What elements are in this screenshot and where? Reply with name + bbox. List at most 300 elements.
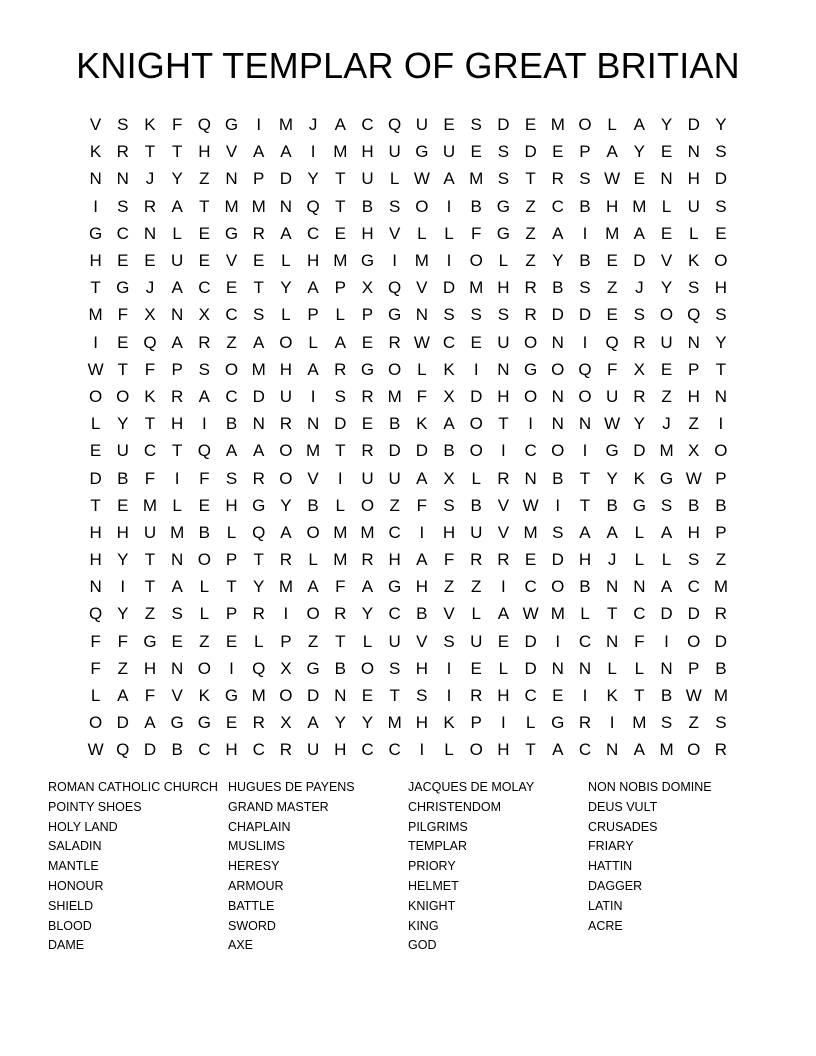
grid-letter: U	[415, 115, 428, 135]
grid-letter: G	[224, 115, 239, 135]
grid-letter: Y	[280, 278, 292, 298]
grid-letter: T	[144, 414, 156, 434]
grid-letter: L	[498, 251, 509, 271]
grid-letter: G	[388, 305, 402, 325]
grid-letter: T	[715, 359, 727, 379]
grid-letter: N	[687, 332, 700, 352]
grid-letter: E	[470, 658, 482, 678]
grid-letter: E	[443, 115, 455, 135]
grid-letter: A	[606, 522, 618, 542]
word-list-item: SHIELD	[48, 898, 94, 913]
grid-letter: R	[361, 441, 374, 461]
grid-letter: K	[416, 414, 428, 434]
grid-letter: C	[524, 441, 537, 461]
grid-letter: F	[144, 686, 156, 706]
grid-letter: T	[634, 686, 645, 706]
grid-letter: S	[497, 169, 510, 189]
grid-letter: U	[143, 522, 157, 542]
grid-letter: P	[225, 604, 238, 624]
grid-letter: B	[552, 278, 564, 298]
grid-letter: H	[578, 550, 592, 570]
grid-letter: H	[497, 740, 510, 760]
grid-letter: I	[419, 522, 425, 542]
grid-letter: L	[308, 550, 318, 570]
grid-letter: Y	[280, 495, 292, 515]
grid-letter: G	[197, 713, 211, 733]
grid-letter: A	[144, 713, 156, 733]
grid-letter: V	[225, 142, 238, 162]
grid-letter: Y	[117, 604, 129, 624]
grid-letter: I	[446, 686, 452, 706]
grid-letter: H	[415, 713, 428, 733]
grid-letter: O	[88, 713, 103, 733]
grid-letter: I	[446, 658, 452, 678]
grid-letter: I	[283, 604, 289, 624]
grid-letter: E	[361, 414, 374, 434]
grid-letter: E	[198, 223, 211, 243]
grid-letter: C	[524, 577, 537, 597]
grid-letter: M	[414, 251, 429, 271]
grid-letter: N	[89, 577, 102, 597]
word-list-item: DEUS VULT	[588, 799, 658, 814]
word-list-item: NON NOBIS DOMINE	[588, 780, 712, 794]
grid-letter: B	[579, 251, 591, 271]
word-list-item: GRAND MASTER	[228, 799, 329, 814]
grid-letter: D	[524, 658, 537, 678]
grid-letter: R	[524, 305, 537, 325]
grid-letter: Z	[307, 631, 319, 651]
grid-letter: E	[171, 631, 183, 651]
grid-letter: H	[171, 414, 184, 434]
grid-letter: D	[497, 115, 510, 135]
grid-letter: S	[688, 278, 700, 298]
grid-letter: T	[144, 550, 156, 570]
grid-letter: O	[659, 305, 674, 325]
grid-letter: S	[497, 142, 510, 162]
grid-letter: N	[660, 169, 673, 189]
grid-letter: R	[470, 550, 483, 570]
grid-letter: C	[225, 386, 238, 406]
grid-letter: I	[555, 495, 561, 515]
grid-letter: L	[417, 223, 427, 243]
grid-letter: E	[470, 142, 482, 162]
grid-letter: P	[688, 658, 700, 678]
grid-letter: W	[87, 359, 104, 379]
grid-letter: H	[225, 740, 238, 760]
word-list-item: ROMAN CATHOLIC CHURCH	[48, 780, 218, 794]
grid-letter: C	[116, 223, 129, 243]
grid-letter: H	[388, 550, 401, 570]
grid-letter: O	[551, 577, 565, 597]
grid-letter: H	[415, 658, 428, 678]
grid-letter: B	[361, 196, 374, 216]
grid-letter: U	[361, 169, 374, 189]
grid-letter: E	[198, 251, 211, 271]
grid-letter: A	[552, 740, 564, 760]
grid-letter: C	[198, 278, 211, 298]
grid-letter: S	[715, 142, 727, 162]
grid-letter: Q	[252, 522, 266, 542]
grid-letter: Y	[253, 577, 265, 597]
grid-letter: R	[252, 604, 265, 624]
grid-letter: T	[90, 278, 101, 298]
grid-letter: O	[714, 441, 728, 461]
grid-letter: P	[715, 522, 727, 542]
grid-letter: O	[687, 631, 701, 651]
grid-letter: G	[143, 631, 157, 651]
grid-letter: E	[225, 278, 238, 298]
grid-letter: Y	[117, 414, 129, 434]
grid-letter: D	[116, 713, 129, 733]
grid-letter: E	[144, 251, 156, 271]
grid-letter: S	[117, 115, 129, 135]
grid-letter: A	[280, 223, 292, 243]
grid-letter: T	[335, 631, 346, 651]
grid-letter: B	[715, 495, 727, 515]
grid-letter: H	[225, 495, 238, 515]
grid-letter: B	[552, 468, 564, 488]
grid-letter: D	[524, 631, 537, 651]
grid-letter: R	[116, 142, 129, 162]
grid-letter: C	[687, 577, 700, 597]
grid-letter: Y	[633, 142, 646, 162]
grid-letter: D	[470, 386, 483, 406]
grid-letter: N	[687, 142, 700, 162]
grid-letter: P	[470, 713, 482, 733]
grid-letter: T	[253, 278, 264, 298]
grid-letter: B	[388, 414, 401, 434]
grid-letter: S	[253, 305, 265, 325]
grid-letter: I	[201, 414, 207, 434]
grid-letter: M	[142, 495, 158, 515]
word-list-item: LATIN	[588, 898, 623, 913]
grid-letter: I	[93, 332, 98, 352]
grid-letter: L	[362, 631, 373, 651]
word-list-item: HUGUES DE PAYENS	[228, 780, 355, 794]
grid-letter: Q	[252, 658, 266, 678]
grid-letter: U	[306, 740, 320, 760]
grid-letter: O	[469, 251, 483, 271]
grid-letter: P	[280, 631, 292, 651]
grid-letter: A	[117, 686, 129, 706]
grid-letter: E	[552, 686, 564, 706]
grid-letter: B	[443, 441, 455, 461]
grid-letter: E	[117, 251, 129, 271]
grid-letter: A	[660, 577, 673, 597]
grid-letter: N	[252, 414, 265, 434]
grid-letter: E	[117, 332, 129, 352]
grid-letter: I	[120, 577, 126, 597]
grid-letter: R	[633, 386, 646, 406]
grid-letter: E	[660, 359, 673, 379]
grid-letter: G	[170, 713, 184, 733]
grid-letter: Q	[88, 604, 103, 624]
grid-letter: D	[279, 169, 293, 189]
grid-letter: Z	[443, 577, 455, 597]
grid-letter: H	[143, 658, 157, 678]
grid-letter: M	[632, 196, 647, 216]
grid-letter: C	[225, 305, 238, 325]
grid-letter: Q	[116, 740, 130, 760]
grid-letter: E	[552, 142, 564, 162]
grid-letter: A	[253, 332, 265, 352]
grid-letter: L	[607, 115, 617, 135]
grid-letter: M	[523, 522, 538, 542]
grid-letter: G	[388, 577, 402, 597]
grid-letter: K	[443, 359, 455, 379]
grid-letter: Z	[606, 278, 618, 298]
grid-letter: V	[388, 223, 401, 243]
grid-letter: Z	[144, 604, 156, 624]
grid-letter: A	[606, 142, 618, 162]
grid-letter: Y	[361, 604, 374, 624]
grid-letter: N	[497, 359, 510, 379]
grid-letter: F	[416, 386, 428, 406]
grid-letter: O	[469, 414, 483, 434]
word-list-item: AXE	[228, 938, 254, 953]
grid-letter: A	[416, 468, 428, 488]
grid-letter: L	[661, 550, 672, 570]
grid-letter: E	[606, 251, 618, 271]
grid-letter: R	[334, 359, 347, 379]
grid-letter: I	[392, 251, 398, 271]
grid-letter: D	[143, 740, 157, 760]
grid-letter: A	[633, 223, 646, 243]
word-list-item: PRIORY	[408, 859, 456, 874]
grid-letter: L	[634, 550, 645, 570]
grid-letter: X	[443, 386, 455, 406]
grid-letter: A	[280, 142, 292, 162]
grid-letter: R	[279, 414, 293, 434]
grid-letter: C	[388, 604, 401, 624]
grid-letter: I	[473, 359, 479, 379]
grid-letter: N	[606, 740, 619, 760]
grid-letter: B	[715, 658, 727, 678]
grid-letter: O	[224, 359, 239, 379]
grid-letter: F	[144, 468, 156, 488]
grid-letter: J	[607, 550, 617, 570]
grid-letter: G	[224, 223, 239, 243]
grid-letter: S	[443, 631, 455, 651]
grid-letter: W	[522, 604, 539, 624]
grid-letter: Q	[197, 441, 211, 461]
grid-letter: G	[605, 441, 619, 461]
grid-letter: M	[550, 115, 565, 135]
grid-letter: L	[471, 468, 481, 488]
grid-letter: R	[198, 332, 211, 352]
grid-letter: C	[388, 522, 401, 542]
grid-letter: C	[442, 332, 456, 352]
grid-letter: E	[361, 332, 374, 352]
grid-letter: A	[307, 713, 319, 733]
word-list-item: BLOOD	[48, 918, 92, 933]
grid-letter: A	[171, 196, 183, 216]
grid-letter: N	[116, 169, 129, 189]
grid-letter: R	[524, 278, 537, 298]
grid-letter: T	[335, 169, 346, 189]
grid-letter: I	[609, 713, 615, 733]
grid-letter: M	[713, 577, 728, 597]
grid-letter: L	[389, 169, 400, 189]
grid-letter: O	[523, 386, 538, 406]
grid-letter: D	[687, 115, 700, 135]
grid-letter: C	[143, 441, 157, 461]
grid-letter: P	[253, 169, 265, 189]
word-list-item: PILGRIMS	[408, 819, 468, 834]
grid-letter: Z	[525, 223, 536, 243]
grid-letter: A	[334, 115, 346, 135]
grid-letter: U	[171, 251, 184, 271]
grid-letter: H	[497, 278, 510, 298]
word-list-item: BATTLE	[228, 898, 275, 913]
grid-letter: G	[360, 359, 375, 379]
grid-letter: L	[688, 223, 699, 243]
grid-letter: Y	[660, 278, 673, 298]
grid-letter: S	[688, 550, 700, 570]
word-list-item: MUSLIMS	[228, 839, 285, 854]
grid-letter: S	[470, 115, 482, 135]
grid-letter: R	[252, 468, 265, 488]
grid-letter: E	[117, 495, 129, 515]
grid-letter: T	[117, 359, 128, 379]
grid-letter: W	[413, 332, 430, 352]
grid-letter: W	[685, 468, 702, 488]
grid-letter: J	[635, 278, 644, 298]
grid-letter: S	[715, 713, 727, 733]
grid-letter: I	[446, 251, 452, 271]
grid-letter: J	[145, 278, 155, 298]
grid-letter: F	[634, 631, 645, 651]
grid-letter: S	[715, 305, 727, 325]
grid-letter: T	[525, 169, 536, 189]
grid-letter: R	[143, 196, 157, 216]
grid-letter: R	[279, 740, 293, 760]
grid-letter: B	[470, 196, 482, 216]
grid-letter: I	[229, 658, 234, 678]
grid-letter: T	[579, 495, 591, 515]
grid-letter: T	[171, 142, 183, 162]
grid-letter: M	[333, 142, 348, 162]
grid-letter: I	[501, 441, 506, 461]
word-list-item: POINTY SHOES	[48, 799, 142, 814]
grid-letter: N	[334, 686, 347, 706]
grid-letter: U	[470, 631, 483, 651]
grid-letter: B	[660, 686, 673, 706]
grid-letter: S	[660, 713, 673, 733]
grid-letter: P	[334, 278, 346, 298]
grid-letter: H	[687, 386, 700, 406]
grid-letter: E	[334, 223, 346, 243]
grid-letter: O	[469, 740, 483, 760]
grid-letter: B	[171, 740, 183, 760]
grid-letter: C	[388, 740, 401, 760]
grid-letter: U	[361, 468, 374, 488]
grid-letter: Z	[661, 386, 672, 406]
grid-letter: R	[633, 332, 646, 352]
grid-letter: C	[198, 740, 211, 760]
grid-letter: W	[413, 169, 430, 189]
grid-letter: N	[578, 658, 592, 678]
grid-letter: L	[634, 658, 645, 678]
grid-letter: M	[251, 359, 266, 379]
grid-letter: S	[552, 522, 564, 542]
grid-letter: T	[579, 468, 591, 488]
grid-letter: T	[606, 604, 618, 624]
grid-letter: F	[171, 115, 183, 135]
grid-letter: L	[199, 604, 210, 624]
grid-letter: G	[496, 223, 511, 243]
grid-letter: T	[171, 441, 183, 461]
grid-letter: B	[606, 495, 618, 515]
grid-letter: V	[225, 251, 238, 271]
grid-letter: I	[582, 441, 588, 461]
grid-letter: O	[279, 686, 293, 706]
grid-letter: L	[199, 577, 210, 597]
grid-letter: L	[308, 332, 318, 352]
grid-letter: L	[661, 196, 672, 216]
grid-letter: P	[225, 550, 238, 570]
grid-letter: N	[306, 414, 320, 434]
grid-letter: R	[578, 713, 592, 733]
grid-letter: M	[632, 713, 647, 733]
grid-letter: L	[607, 658, 617, 678]
grid-letter: S	[497, 305, 510, 325]
grid-letter: N	[551, 414, 564, 434]
grid-letter: N	[551, 332, 564, 352]
grid-letter: V	[497, 495, 510, 515]
grid-letter: B	[688, 495, 700, 515]
grid-letter: T	[253, 550, 264, 570]
grid-letter: S	[225, 468, 238, 488]
grid-letter: B	[579, 577, 591, 597]
grid-letter: W	[604, 169, 621, 189]
grid-letter: P	[715, 468, 727, 488]
grid-letter: H	[306, 251, 320, 271]
grid-letter: M	[713, 686, 728, 706]
grid-letter: Y	[660, 115, 673, 135]
grid-letter: Z	[688, 713, 699, 733]
grid-letter: Y	[715, 115, 727, 135]
grid-letter: B	[117, 468, 129, 488]
grid-letter: V	[171, 686, 183, 706]
grid-letter: L	[471, 604, 481, 624]
word-list-item: ACRE	[588, 918, 623, 933]
grid-letter: S	[443, 495, 455, 515]
grid-letter: G	[360, 251, 375, 271]
grid-letter: V	[443, 604, 455, 624]
grid-letter: P	[307, 305, 319, 325]
word-list-item: ARMOUR	[228, 878, 284, 893]
grid-letter: C	[306, 223, 320, 243]
word-list-item: JACQUES DE MOLAY	[408, 780, 535, 794]
grid-letter: O	[116, 386, 130, 406]
grid-letter: I	[555, 631, 561, 651]
grid-letter: H	[334, 740, 347, 760]
grid-letter: Y	[361, 713, 374, 733]
grid-letter: R	[388, 332, 401, 352]
grid-letter: I	[337, 468, 343, 488]
grid-letter: J	[145, 169, 155, 189]
grid-letter: I	[419, 740, 425, 760]
grid-letter: G	[88, 223, 103, 243]
word-list-item: HATTIN	[588, 859, 633, 874]
grid-letter: I	[174, 468, 180, 488]
grid-letter: T	[144, 142, 156, 162]
grid-letter: R	[334, 604, 347, 624]
grid-letter: Q	[388, 115, 402, 135]
grid-letter: Y	[117, 550, 129, 570]
word-list-item: DAME	[48, 938, 85, 953]
